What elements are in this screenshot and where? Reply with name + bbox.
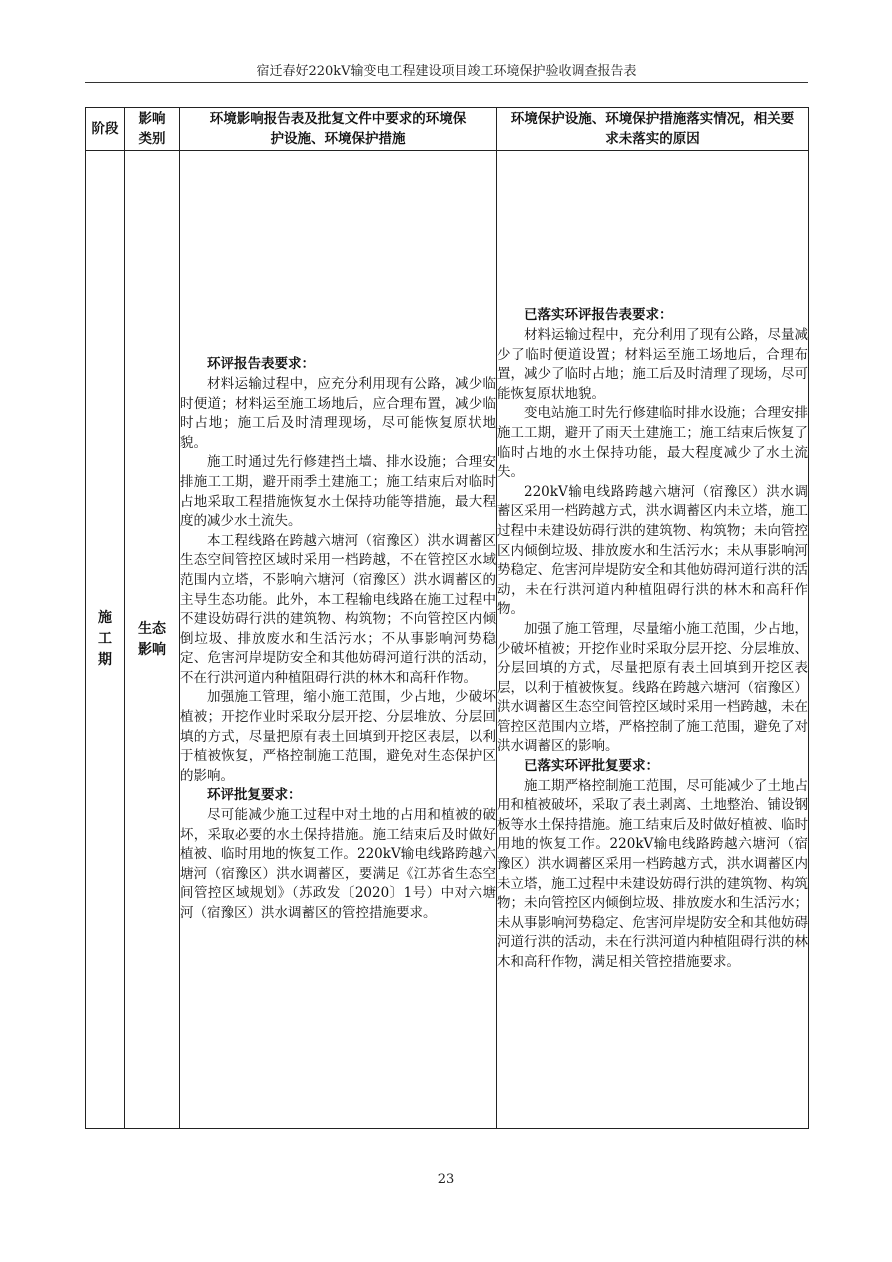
requirements-paragraph: 尽可能减少施工过程中对土地的占用和植被的破坏，采取必要的水土保持措施。施工结束后及时做好植被、临时用地的恢复工作。220kV输电线路跨越六塘河（宿豫区）洪水调蓄区，要满足《江苏省生态空间管控区域规划》（苏政发〔2020〕1号）中对六塘河（宿豫区）洪水调蓄区的管控措施要求。 <box>180 807 496 922</box>
page-number: 23 <box>437 1172 455 1187</box>
requirements-paragraph: 本工程线路在跨越六塘河（宿豫区）洪水调蓄区生态空间管控区域时采用一档跨越，不在管控区水域范围内立塔，不影响六塘河（宿豫区）洪水调蓄区的主导生态功能。此外，本工程输电线路在施工过程中不建设妨碍行洪的建筑物、构筑物；不向管控区内倾倒垃圾、排放废水和生活污水；不从事影响河势稳定、危害河岸堤防安全和其他妨碍河道行洪的活动，不在行洪河道内种植阻碍行洪的林木和高秆作物。 <box>180 532 496 686</box>
implementation-heading-approval: 已落实环评批复要求： <box>524 758 659 775</box>
impact-type-label: 生态影响 <box>138 620 166 658</box>
requirements-paragraph: 材料运输过程中，应充分利用现有公路，减少临时便道；材料运至施工场地后，应合理布置，减少临时占地；施工后及时清理现场，尽可能恢复原状地貌。 <box>180 375 496 451</box>
header-stage-label: 阶段 <box>91 121 119 137</box>
implementation-paragraph: 220kV输电线路跨越六塘河（宿豫区）洪水调蓄区采用一档跨越方式，洪水调蓄区内未立塔，施工过程中未建设妨碍行洪的建筑物、构筑物；未向管控区内倾倒垃圾、排放废水和生活污水；未从事影响河势稳定、危害河岸堤防安全和其他妨碍河道行洪的活动，未在行洪河道内种植阻碍行洪的林木和高秆作物。 <box>497 483 808 618</box>
header-stage <box>86 108 125 151</box>
header-impact-type-label: 影响类别 <box>138 111 166 147</box>
implementation-paragraph: 施工期严格控制施工范围，尽可能减少了土地占用和植被破坏，采取了表土剥离、土地整治、铺设钢板等水土保持措施。施工结束后及时做好植被、临时用地的恢复工作。220kV输电线路跨越六塘河（宿豫区）洪水调蓄区采用一档跨越方式，洪水调蓄区内未立塔，施工过程中未建设妨碍行洪的建筑物、构筑物；未向管控区内倾倒垃圾、排放废水和生活污水；未从事影响河势稳定、危害河岸堤防安全和其他妨碍河道行洪的活动，未在行洪河道内种植阻碍行洪的林木和高秆作物，满足相关管控措施要求。 <box>497 777 808 970</box>
stage-cell <box>86 151 125 1129</box>
impact-type-cell <box>125 151 180 1129</box>
table-header-row <box>86 108 809 151</box>
implementation-paragraph: 变电站施工时先行修建临时排水设施；合理安排施工工期，避开了雨天土建施工；施工结束后恢复了临时占地的水土保持功能，最大程度减少了水土流失。 <box>497 405 808 481</box>
requirements-paragraph: 加强施工管理，缩小施工范围，少占地，少破坏植被；开挖作业时采取分层开挖、分层堆放、分层回填的方式，尽量把原有表土回填到开挖区表层，以利于植被恢复，严格控制施工范围，避免对生态保护区的影响。 <box>180 689 496 784</box>
header-implementation-label: 环境保护设施、环境保护措施落实情况，相关要求未落实的原因 <box>510 111 795 147</box>
requirements-heading-report: 环评报告表要求： <box>207 356 315 373</box>
table-row <box>86 151 809 1129</box>
header-rule <box>85 82 808 83</box>
requirements-cell <box>180 151 497 1129</box>
implementation-paragraph: 材料运输过程中，充分利用了现有公路，尽量减少了临时便道设置；材料运至施工场地后，合理布置，减少了临时占地；施工后及时清理了现场，尽可能恢复原状地貌。 <box>497 327 808 402</box>
header-requirements-label: 环境影响报告表及批复文件中要求的环境保护设施、环境保护措施 <box>209 111 467 147</box>
implementation-cell <box>497 151 809 1129</box>
header-requirements <box>180 108 497 151</box>
implementation-paragraph: 加强了施工管理，尽量缩小施工范围，少占地，少破坏植被；开挖作业时采取分层开挖、分层堆放、分层回填的方式，尽量把原有表土回填到开挖区表层，以利于植被恢复。线路在跨越六塘河（宿豫区）洪水调蓄区生态空间管控区域时采用一档跨越，未在管控区范围内立塔，严格控制了施工范围，避免了对洪水调蓄区的影响。 <box>497 620 808 755</box>
implementation-heading-report: 已落实环评报告表要求： <box>524 307 673 324</box>
requirements-paragraph: 施工时通过先行修建挡土墙、排水设施；合理安排施工工期，避开雨季土建施工；施工结束后对临时占地采取工程措施恢复水土保持功能等措施，最大程度的减少水土流失。 <box>180 454 496 530</box>
header-impact-type <box>125 108 180 151</box>
page-header-title: 宿迁春好220kV输变电工程建设项目竣工环境保护验收调查报告表 <box>256 64 637 79</box>
acceptance-table <box>85 107 809 1129</box>
header-implementation <box>497 108 809 151</box>
stage-label: 施工期 <box>98 610 112 668</box>
requirements-heading-approval: 环评批复要求： <box>207 787 302 804</box>
